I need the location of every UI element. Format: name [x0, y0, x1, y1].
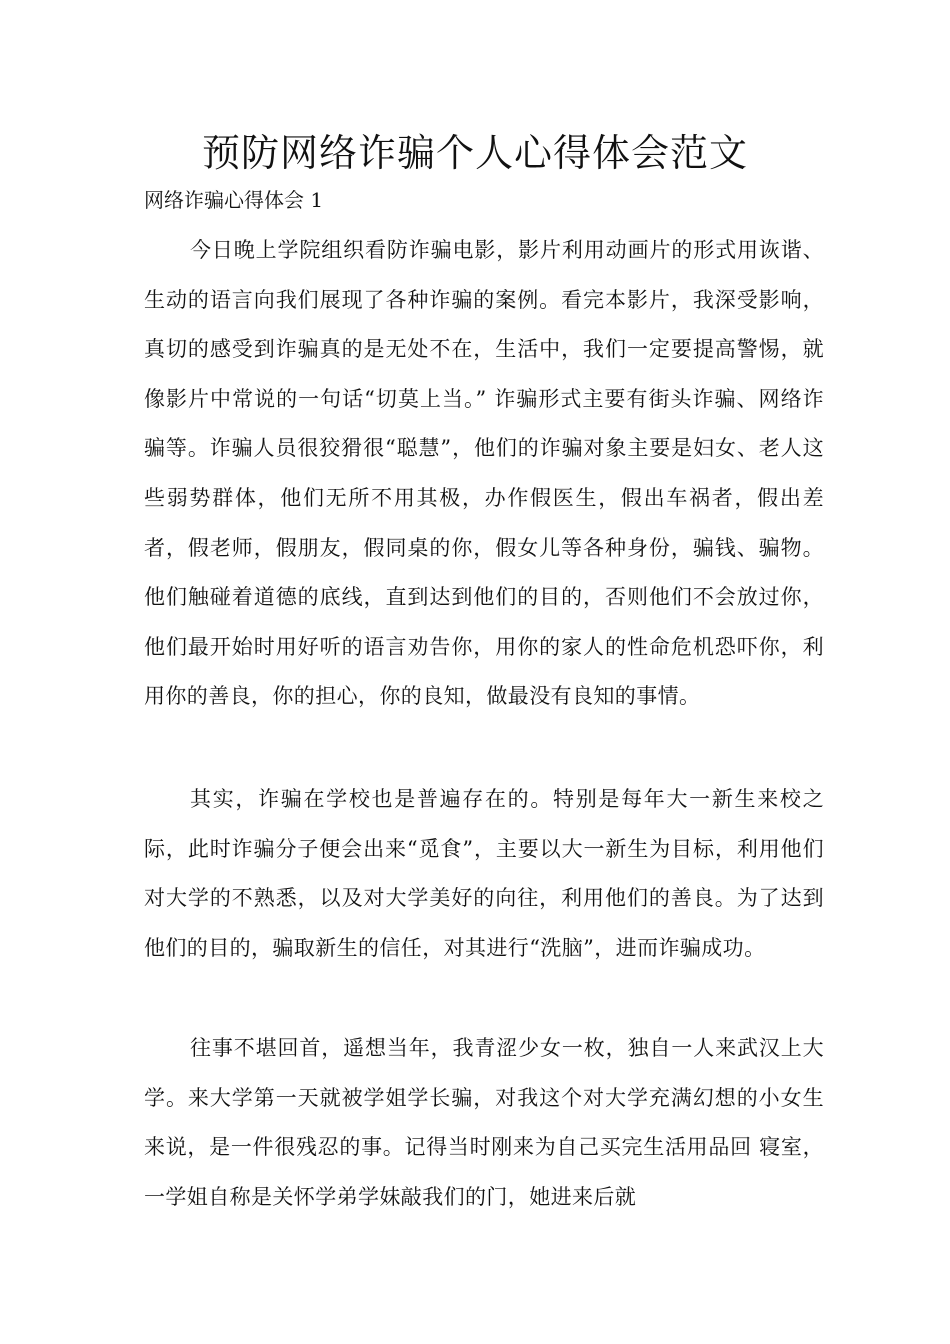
document-title: 预防网络诈骗个人心得体会范文: [201, 131, 748, 175]
paragraph-2: 其实，诈骗在学校也是普遍存在的。特别是每年大一新生来校之际，此时诈骗分子便会出来“觅食”，主要以大一新生为目标，利用他们对大学的不熟悉，以及对大学美好的向往，利用他们的善良。为了达到他们的目的，骗取新生的信任，对其进行“洗脑”，进而诈骗成功。: [144, 787, 824, 960]
section-heading: 网络诈骗心得体会 1: [144, 188, 324, 212]
paragraph-3: 往事不堪回首，遥想当年，我青涩少女一枚，独自一人来武汉上大学。来大学第一天就被学姐学长骗，对我这个对大学充满幻想的小女生来说，是一件很残忍的事。记得当时刚来为自己买完生活用品回 寝室，一学姐自称是关怀学弟学妹敲我们的门，她进来后就: [144, 1036, 824, 1209]
paragraph-1: 今日晚上学院组织看防诈骗电影，影片利用动画片的形式用诙谐、生动的语言向我们展现了各种诈骗的案例。看完本影片，我深受影响，真切的感受到诈骗真的是无处不在，生活中，我们一定要提高警惕，就像影片中常说的一句话“切莫上当。” 诈骗形式主要有街头诈骗、网络诈骗等。诈骗人员很狡猾很“聪慧”，他们的诈骗对象主要是妇女、老人这些弱势群体，他们无所不用其极，办作假医生，假出车祸者，假出差者，假老师，假朋友，假同桌的你，假女儿等各种身份，骗钱、骗物。他们触碰着道德的底线，直到达到他们的目的，否则他们不会放过你，他们最开始时用好听的语言劝告你，用你的家人的性命危机恐吓你，利用你的善良，你的担心，你的良知，做最没有良知的事情。: [144, 238, 824, 709]
